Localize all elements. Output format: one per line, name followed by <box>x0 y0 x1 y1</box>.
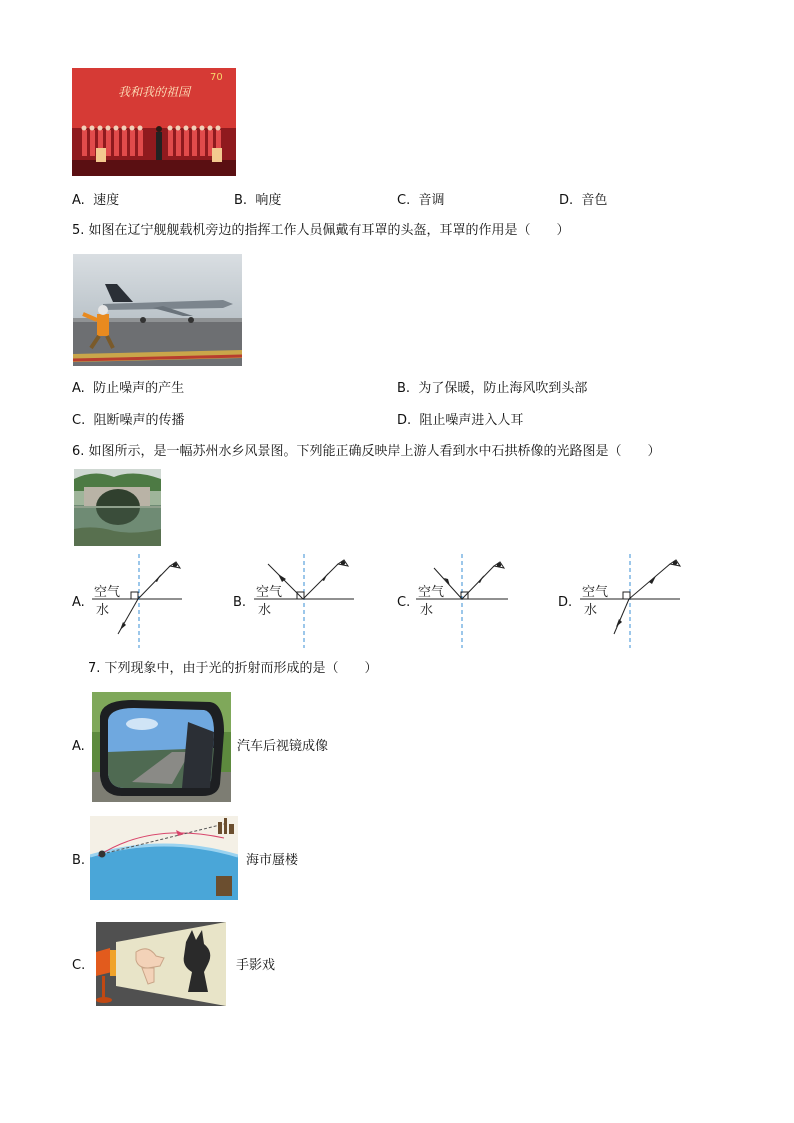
q5-stem: 5. 如图在辽宁舰舰载机旁边的指挥工作人员佩戴有耳罩的头盔，耳罩的作用是（ ） <box>72 223 570 238</box>
rearview-mirror-photo <box>92 692 231 802</box>
eye-icon <box>338 560 348 566</box>
q4-option-b[interactable]: B. 响度 <box>234 193 282 208</box>
eye-icon <box>170 562 180 568</box>
hand-shadow-photo <box>96 922 226 1006</box>
q7-option-b-letter: B. <box>72 853 86 868</box>
svg-text:70: 70 <box>210 72 223 83</box>
q5-option-c[interactable]: C. 阻断噪声的传播 <box>72 413 185 428</box>
q6-stem: 6. 如图所示，是一幅苏州水乡风景图。下列能正确反映岸上游人看到水中石拱桥像的光路图是（ ） <box>72 444 661 459</box>
q5-option-b[interactable]: B. 为了保暖，防止海风吹到头部 <box>397 381 588 396</box>
water-label: 水 <box>420 603 434 618</box>
air-label: 空气 <box>256 585 283 600</box>
q7-option-a-letter: A. <box>72 739 85 754</box>
q4-option-c[interactable]: C. 音调 <box>397 193 445 208</box>
q5-option-a[interactable]: A. 防止噪声的产生 <box>72 381 185 396</box>
q6-diagram-b-letter: B. <box>233 595 247 610</box>
carrier-deck-photo <box>73 254 242 366</box>
air-label: 空气 <box>418 585 445 600</box>
q6-diagram-c-letter: C. <box>397 595 411 610</box>
eye-icon <box>670 560 680 566</box>
q6-diagram-c[interactable] <box>414 552 512 650</box>
water-label: 水 <box>584 603 598 618</box>
q6-diagram-b[interactable] <box>252 552 356 650</box>
q6-diagram-d-letter: D. <box>558 595 573 610</box>
banner-text: 我和我的祖国 <box>117 85 191 99</box>
q7-option-c-letter: C. <box>72 958 86 973</box>
air-label: 空气 <box>94 585 121 600</box>
air-label: 空气 <box>582 585 609 600</box>
q7-option-b-text[interactable]: 海市蜃楼 <box>246 853 299 868</box>
eye-icon <box>494 562 504 568</box>
q5-option-d[interactable]: D. 阻止噪声进入人耳 <box>397 413 524 428</box>
q6-diagram-a-letter: A. <box>72 595 85 610</box>
q6-diagram-a[interactable] <box>90 552 190 650</box>
q4-option-d[interactable]: D. 音色 <box>559 193 608 208</box>
choir-photo <box>72 68 236 176</box>
water-label: 水 <box>258 603 272 618</box>
q7-stem: 7. 下列现象中，由于光的折射而形成的是（ ） <box>88 661 378 676</box>
stone-bridge-photo <box>74 469 161 546</box>
q6-diagram-d[interactable] <box>578 552 682 650</box>
q7-option-a-text[interactable]: 汽车后视镜成像 <box>237 739 329 754</box>
water-label: 水 <box>96 603 110 618</box>
q7-option-c-text[interactable]: 手影戏 <box>236 958 276 973</box>
q4-option-a[interactable]: A. 速度 <box>72 193 120 208</box>
observer-icon <box>99 851 106 858</box>
mirage-diagram <box>90 816 238 900</box>
